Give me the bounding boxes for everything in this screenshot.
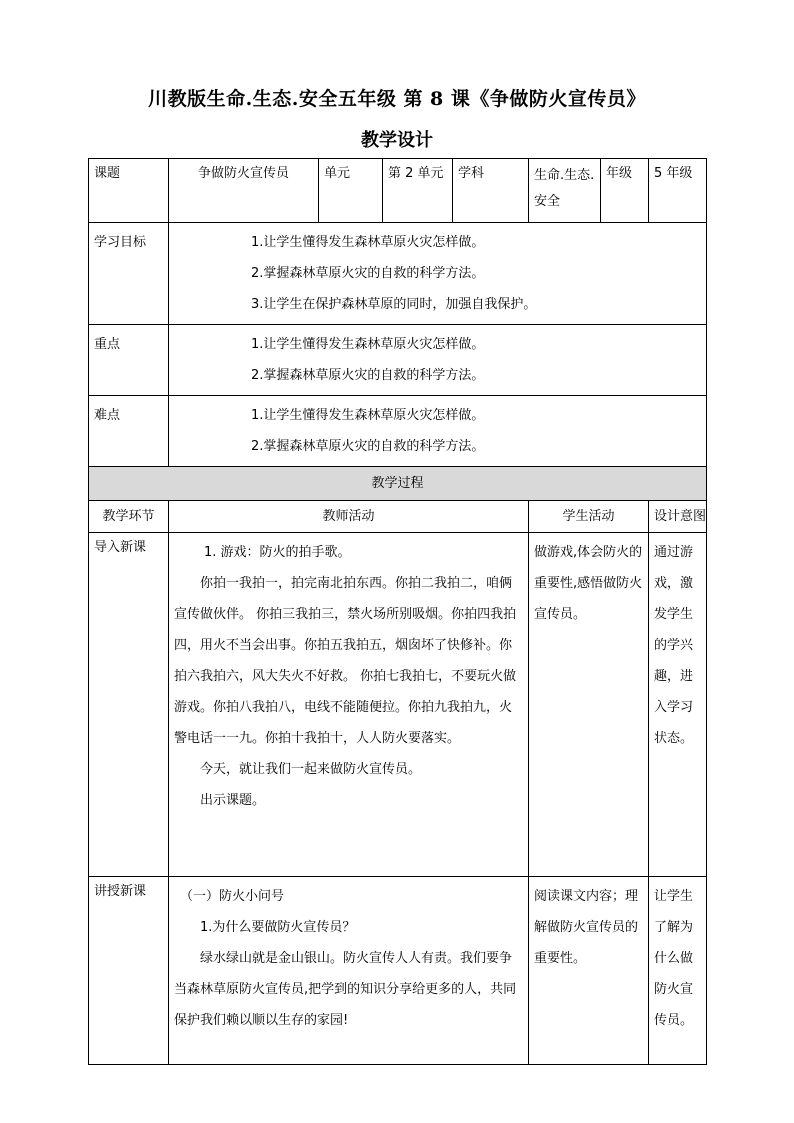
- goals-row: [89, 223, 707, 325]
- column-teacher: 教师活动: [169, 501, 529, 533]
- topic-value: 争做防火宣传员: [169, 159, 319, 223]
- key-points-list: [169, 325, 707, 396]
- intro-stage: 导入新课: [89, 533, 169, 877]
- document-title: 川教版生命.生态.安全五年级 第 8 课《争做防火宣传员》: [148, 88, 646, 110]
- grade-label: 年级: [601, 159, 649, 223]
- column-stage: 教学环节: [89, 501, 169, 533]
- difficulty-item: 1.让学生懂得发生森林草原火灾怎样做。: [251, 408, 485, 423]
- goal-item: 3.让学生在保护森林草原的同时，加强自我保护。: [251, 297, 537, 312]
- new-lesson-teacher-line: 1.为什么要做防火宣传员？: [200, 920, 356, 935]
- new-lesson-teacher-line: （一）防火小问号: [180, 889, 285, 904]
- key-point-item: 1.让学生懂得发生森林草原火灾怎样做。: [251, 337, 485, 352]
- intro-teacher-line: 你拍一我拍一，拍完南北拍东西。你拍二我拍二，咱俩宣传做伙伴。 你拍三我拍三，禁火场所别吸烟。你拍四我拍四，用火不当会出事。你拍五我拍五，烟囱坏了快修补。你拍六我拍六，风大失火不好救。 你拍七我拍七，不要玩火做游戏。你拍八我拍八，电线不能随便拉。你拍九我拍九，火警电话一一九。你拍十我拍十，人人防火要落实。: [174, 576, 517, 746]
- intro-student: 做游戏,体会防火的重要性,感悟做防火宣传员。: [529, 533, 649, 877]
- intro-teacher-line: 出示课题。: [200, 793, 266, 808]
- topic-label: 课题: [89, 159, 169, 223]
- unit-label: 单元: [319, 159, 383, 223]
- difficulty-item: 2.掌握森林草原火灾的自救的科学方法。: [251, 439, 485, 454]
- goal-item: 2.掌握森林草原火灾的自救的科学方法。: [251, 266, 485, 281]
- unit-value: 第 2 单元: [383, 159, 453, 223]
- intro-teacher-line: 今天，就让我们一起来做防火宣传员。: [200, 762, 422, 777]
- document-subtitle: 教学设计: [361, 130, 433, 151]
- process-columns-row: [89, 501, 707, 533]
- subject-value: 生命.生态.安全: [529, 159, 601, 223]
- lesson-plan-table: [88, 158, 707, 1065]
- new-lesson-intent: 让学生了解为什么做防火宣传员。: [649, 877, 707, 1065]
- new-lesson-teacher-line: 绿水绿山就是金山银山。防火宣传人人有责。我们要争当森林草原防火宣传员,把学到的知识分享给更多的人，共同保护我们赖以顺以生存的家园!: [174, 951, 517, 1028]
- goal-item: 1.让学生懂得发生森林草原火灾怎样做。: [251, 235, 485, 250]
- new-lesson-row: [89, 877, 707, 1065]
- intro-row: [89, 533, 707, 877]
- intro-teacher: [169, 533, 529, 877]
- grade-value: 5 年级: [649, 159, 707, 223]
- difficulties-list: [169, 396, 707, 467]
- intro-intent: 通过游戏，激发学生的学兴趣，进入学习状态。: [649, 533, 707, 877]
- difficulties-label: 难点: [89, 396, 169, 467]
- new-lesson-stage: 讲授新课: [89, 877, 169, 1065]
- column-intent: 设计意图: [649, 501, 707, 533]
- info-row: [89, 159, 707, 223]
- intro-teacher-line: 1. 游戏：防火的拍手歌。: [204, 545, 351, 560]
- key-points-row: [89, 325, 707, 396]
- process-header-row: [89, 467, 707, 501]
- goals-label: 学习目标: [89, 223, 169, 325]
- new-lesson-student: 阅读课文内容；理解做防火宣传员的重要性。: [529, 877, 649, 1065]
- process-header: 教学过程: [89, 467, 707, 501]
- key-point-item: 2.掌握森林草原火灾的自救的科学方法。: [251, 368, 485, 383]
- key-points-label: 重点: [89, 325, 169, 396]
- new-lesson-teacher: [169, 877, 529, 1065]
- subject-label: 学科: [453, 159, 529, 223]
- difficulties-row: [89, 396, 707, 467]
- goals-list: [169, 223, 707, 325]
- column-student: 学生活动: [529, 501, 649, 533]
